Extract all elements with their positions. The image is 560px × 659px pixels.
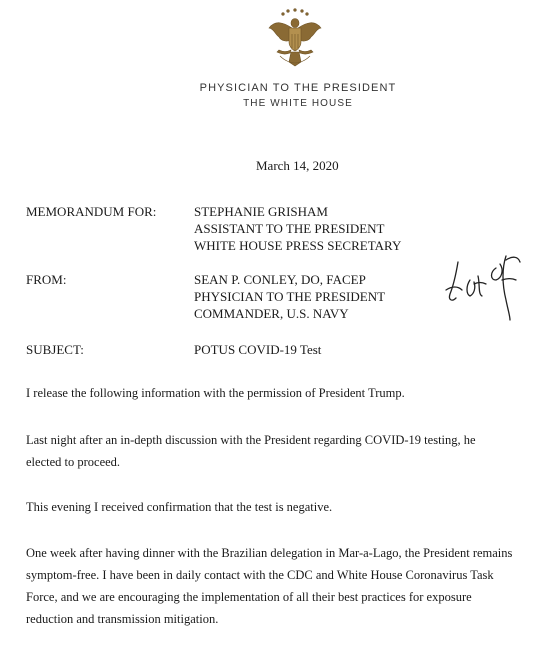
handwritten-signature-icon [444, 250, 536, 324]
sender-name: SEAN P. CONLEY, DO, FACEP [194, 272, 366, 287]
sender-rank: COMMANDER, U.S. NAVY [194, 306, 349, 321]
memo-from-sender [194, 271, 385, 322]
body-paragraph-1: I release the following information with the permission of President Trump. [26, 386, 405, 400]
memo-date: March 14, 2020 [256, 158, 339, 173]
recipient-title: ASSISTANT TO THE PRESIDENT [194, 221, 385, 236]
memo-for-label: MEMORANDUM FOR: [26, 204, 157, 219]
paragraph-line: elected to proceed. [26, 455, 121, 469]
memo-subject-label: SUBJECT: [26, 342, 84, 357]
paragraph-line: One week after having dinner with the Brazilian delegation in Mar-a-Lago, the President remains [26, 546, 513, 560]
sender-title: PHYSICIAN TO THE PRESIDENT [194, 289, 386, 304]
paragraph-line: reduction and transmission mitigation. [26, 612, 219, 626]
paragraph-line: symptom-free. I have been in daily contact with the CDC and White House Coronavirus Task [26, 568, 494, 582]
memo-from-label: FROM: [26, 272, 67, 287]
paragraph-line: Last night after an in-depth discussion with the President regarding COVID-19 testing, he [26, 433, 476, 447]
body-paragraph-2 [26, 429, 556, 473]
recipient-role: WHITE HOUSE PRESS SECRETARY [194, 238, 402, 253]
paragraph-line: Force, and we are encouraging the implementation of all their best practices for exposure [26, 590, 472, 604]
office-subtitle: THE WHITE HOUSE [243, 98, 353, 109]
recipient-name: STEPHANIE GRISHAM [194, 204, 328, 219]
memo-for-recipient [194, 203, 401, 254]
body-paragraph-4 [26, 542, 556, 630]
memo-subject-value: POTUS COVID-19 Test [194, 342, 322, 357]
body-paragraph-3: This evening I received confirmation that the test is negative. [26, 500, 333, 514]
presidential-seal-icon [265, 6, 325, 68]
office-title: PHYSICIAN TO THE PRESIDENT [199, 82, 397, 94]
